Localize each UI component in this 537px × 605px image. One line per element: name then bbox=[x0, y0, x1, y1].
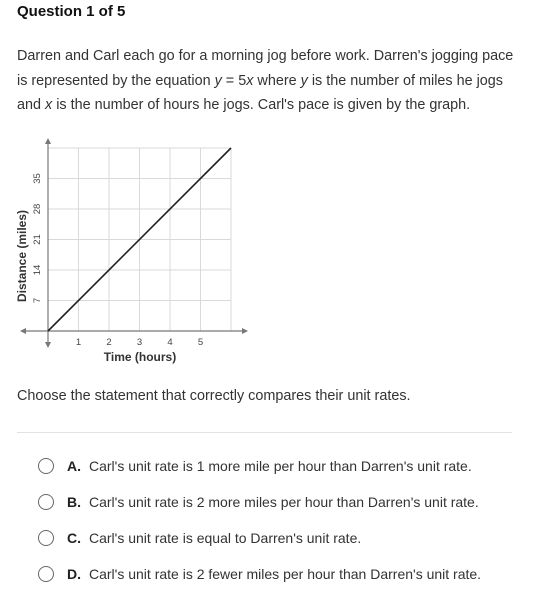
y-axis-arrow bbox=[45, 342, 51, 348]
radio-button[interactable] bbox=[38, 566, 54, 582]
answer-choice[interactable] bbox=[38, 454, 472, 478]
choice-text: Carl's unit rate is 2 more miles per hour than Darren's unit rate. bbox=[89, 494, 479, 510]
y-axis-label: Distance (miles) bbox=[15, 209, 29, 303]
x-tick-label: 4 bbox=[167, 337, 173, 348]
choice-text: Carl's unit rate is 2 fewer miles per hour than Darren's unit rate. bbox=[89, 566, 482, 582]
y-tick-label: 14 bbox=[32, 264, 43, 276]
answer-choice[interactable] bbox=[38, 526, 361, 550]
radio-button[interactable] bbox=[38, 530, 54, 546]
question-prompt: Choose the statement that correctly compares their unit rates. bbox=[17, 388, 411, 404]
choice-letter: D. bbox=[67, 566, 81, 582]
x-tick-label: 5 bbox=[197, 337, 204, 348]
question-counter: Question 1 of 5 bbox=[17, 3, 126, 20]
divider bbox=[17, 432, 512, 433]
x-tick-label: 1 bbox=[75, 337, 82, 348]
x-tick-label: 3 bbox=[136, 337, 143, 348]
answer-choice[interactable] bbox=[38, 490, 479, 514]
choice-text: Carl's unit rate is 1 more mile per hour than Darren's unit rate. bbox=[89, 458, 472, 474]
question-passage: Darren and Carl each go for a morning jog before work. Darren's jogging pace is represented by the equation y = 5x where y is the number of miles he jogs and x is the number of hours he jogs. Carl's pace is given by the graph. bbox=[17, 48, 514, 113]
x-axis-arrow bbox=[20, 328, 26, 334]
radio-button[interactable] bbox=[38, 494, 54, 510]
line-graph bbox=[10, 134, 250, 374]
radio-button[interactable] bbox=[38, 458, 54, 474]
x-tick-label: 2 bbox=[106, 337, 112, 348]
y-tick-label: 28 bbox=[32, 203, 43, 215]
x-axis-label: Time (hours) bbox=[103, 350, 177, 364]
choice-letter: A. bbox=[67, 458, 81, 474]
choice-text: Carl's unit rate is equal to Darren's unit rate. bbox=[89, 530, 362, 546]
choice-letter: C. bbox=[67, 530, 81, 546]
y-tick-label: 35 bbox=[32, 173, 43, 184]
chart-axes bbox=[20, 138, 248, 348]
answer-choice[interactable] bbox=[38, 562, 481, 586]
y-axis-arrow bbox=[45, 138, 51, 144]
y-tick-label: 21 bbox=[32, 234, 43, 245]
y-tick-label: 7 bbox=[32, 297, 43, 304]
x-axis-arrow bbox=[242, 328, 248, 334]
choice-letter: B. bbox=[67, 494, 81, 510]
